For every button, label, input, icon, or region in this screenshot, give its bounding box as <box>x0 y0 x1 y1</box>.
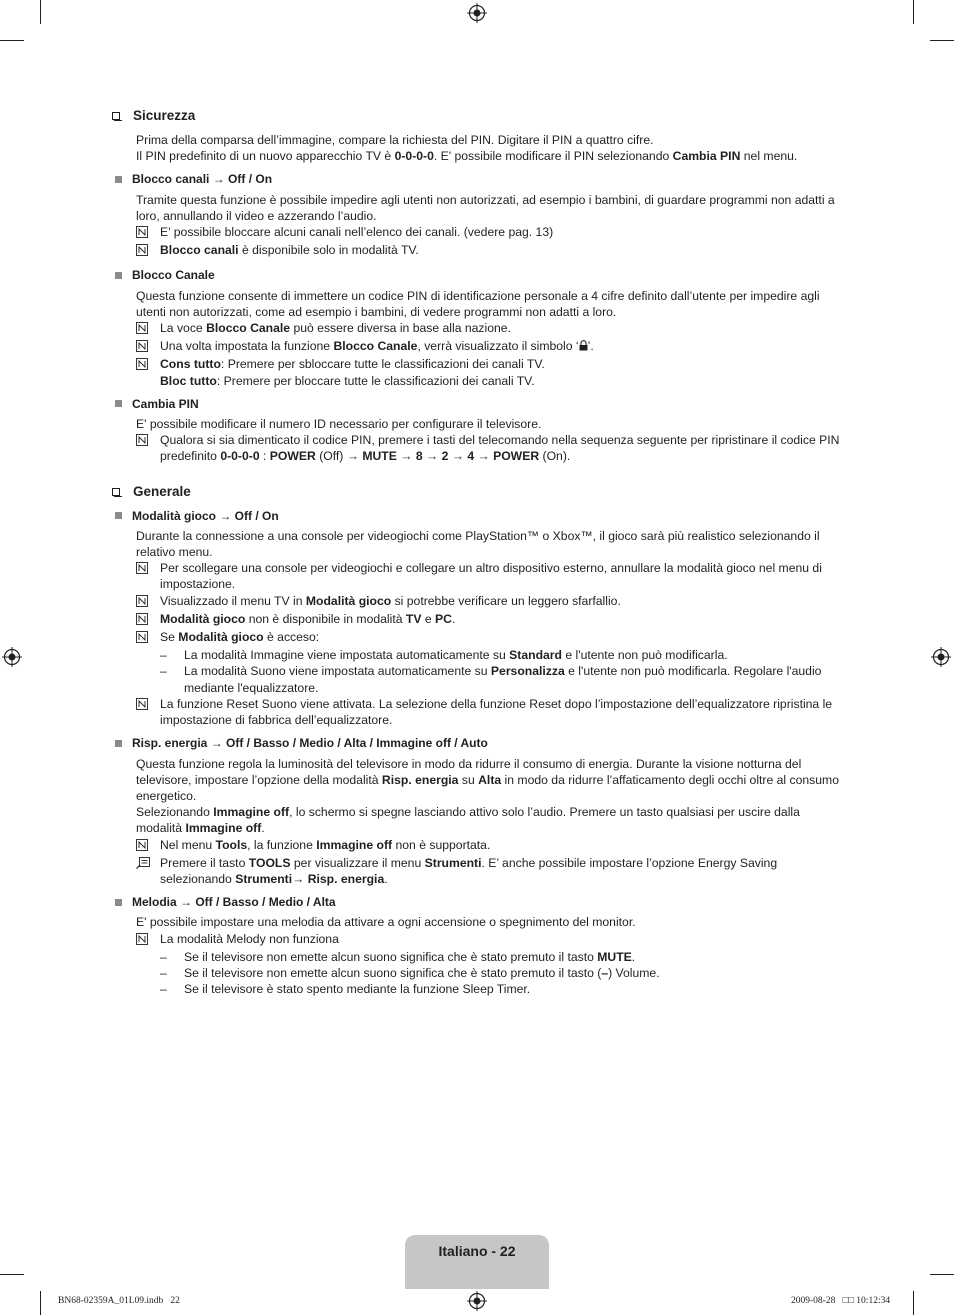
checkbox-icon <box>112 112 120 120</box>
note-item <box>136 593 847 611</box>
note-icon <box>136 434 148 446</box>
text: → <box>422 449 442 464</box>
bullet-square-icon <box>115 272 122 279</box>
text: Blocco Canale <box>333 339 418 354</box>
subheading-text: Blocco Canale <box>132 268 215 283</box>
paragraph <box>136 804 847 836</box>
text: 8 <box>415 449 423 464</box>
dash-item <box>160 981 847 997</box>
text: ) Volume. <box>608 965 660 980</box>
lock-icon <box>579 340 588 351</box>
text: POWER <box>269 449 316 464</box>
crop-mark <box>40 0 41 24</box>
note-icon <box>136 340 148 352</box>
registration-mark-icon <box>2 647 22 667</box>
print-slug-right: 2009-08-28 □□ 10:12:34 <box>791 1296 891 1306</box>
text: Se <box>160 630 179 645</box>
text: . <box>384 871 388 886</box>
text: , lo schermo si spegne lasciando attivo solo l’audio. Premere un tasto qualsiasi per uscire dalla modalità <box>136 805 800 836</box>
text: 2 <box>441 449 449 464</box>
subheading-modalita-gioco <box>112 508 847 524</box>
subheading-blocco-canale <box>112 267 847 283</box>
bullet-square-icon <box>115 400 122 407</box>
text: : Premere per sbloccare tutte le classificazioni dei canali TV. <box>220 357 545 372</box>
text: Qualora si sia dimenticato il codice PIN, premere i tasti del telecomando nella sequenza seguente per ripristinare il codice PIN predefinito <box>160 433 840 464</box>
crop-mark <box>930 40 954 41</box>
text: Alta <box>478 772 502 787</box>
paragraph <box>136 528 847 560</box>
note-item <box>136 560 847 592</box>
text: PC <box>435 611 452 626</box>
crop-mark <box>0 40 24 41</box>
text: Modalità gioco <box>305 593 392 608</box>
crop-mark <box>40 1291 41 1315</box>
text: Blocco canali <box>160 243 239 258</box>
text: → <box>292 871 308 886</box>
text: Prima della comparsa dell’immagine, compare la richiesta del PIN. Digitare il PIN a quattro cifre. <box>136 133 654 147</box>
dash-bullet: – <box>160 965 167 980</box>
note-text: La modalità Melody non funziona <box>160 931 339 946</box>
note-item <box>136 931 847 949</box>
text: . E’ anche possibile impostare l’opzione Energy Saving selezionando <box>160 855 778 886</box>
text: e <box>421 611 436 626</box>
text: La voce <box>160 321 207 336</box>
dash-item <box>160 647 847 663</box>
text: Standard <box>509 648 562 663</box>
text: è disponibile solo in modalità TV. <box>238 243 419 258</box>
tools-icon <box>136 857 150 869</box>
text: Immagine off <box>213 805 290 820</box>
section-heading-sicurezza <box>112 107 847 125</box>
text: → <box>474 449 494 464</box>
note-item <box>136 320 847 338</box>
note-item <box>136 224 847 242</box>
registration-mark-icon <box>931 647 951 667</box>
section-heading-generale <box>112 483 847 501</box>
subheading-text: Cambia PIN <box>132 396 199 411</box>
text: (On). <box>539 449 571 464</box>
text: Una volta impostata la funzione <box>160 339 334 354</box>
dash-item <box>160 965 847 981</box>
text: Premere il tasto <box>160 855 249 870</box>
crop-mark <box>913 1291 914 1315</box>
registration-mark-icon <box>467 3 487 23</box>
note-item <box>136 356 847 388</box>
bullet-square-icon <box>115 512 122 519</box>
paragraph <box>136 288 847 320</box>
note-icon <box>136 933 148 945</box>
text: 0-0-0-0 <box>394 149 434 164</box>
text: Blocco Canale <box>206 321 291 336</box>
text: . <box>631 949 636 964</box>
text: MUTE <box>597 949 632 964</box>
crop-mark <box>913 0 914 24</box>
text: La modalità Immagine viene impostata automaticamente su <box>184 648 510 663</box>
text: Bloc tutto <box>160 373 217 388</box>
text: Risp. energia <box>381 772 459 787</box>
bullet-square-icon <box>115 176 122 183</box>
note-icon <box>136 595 148 607</box>
text: Il PIN predefinito di un nuovo apparecchio TV è <box>136 149 395 164</box>
print-slug-left: BN68-02359A_01L09.indb 22 <box>58 1296 180 1306</box>
subheading-blocco-canali <box>112 171 847 187</box>
crop-mark <box>0 1274 24 1275</box>
dash-item <box>160 949 847 965</box>
text: La modalità Suono viene impostata automaticamente su <box>184 664 491 679</box>
note-icon <box>136 322 148 334</box>
text: → <box>448 449 468 464</box>
text: 0-0-0-0 <box>220 449 260 464</box>
paragraph <box>136 148 847 164</box>
note-item <box>136 629 847 647</box>
section-title: Generale <box>133 483 191 499</box>
text: Strumenti <box>424 855 482 870</box>
note-item <box>136 611 847 629</box>
bullet-square-icon <box>115 740 122 747</box>
text: Immagine off <box>185 821 262 836</box>
note-icon <box>136 244 148 256</box>
note-text: Per scollegare una console per videogiochi e collegare un altro dispositivo esterno, annullare la modalità gioco nel menu di impostazione. <box>160 561 822 592</box>
text: ’. <box>587 339 594 354</box>
page-label: Italiano - 22 <box>438 1243 516 1259</box>
text: Se il televisore non emette alcun suono significa che è stato premuto il tasto ( <box>184 965 602 980</box>
paragraph <box>136 756 847 805</box>
note-icon <box>136 631 148 643</box>
text: Se il televisore non emette alcun suono significa che è stato premuto il tasto <box>184 949 598 964</box>
text: non è supportata. <box>392 837 491 852</box>
section-title: Sicurezza <box>133 107 196 123</box>
subheading-text: Risp. energia → Off / Basso / Medio / Alta / Immagine off / Auto <box>132 736 488 751</box>
note-item <box>136 338 847 356</box>
text: è acceso: <box>263 630 320 645</box>
text: . <box>451 611 456 626</box>
text: Cambia PIN <box>672 149 741 164</box>
checkbox-icon <box>112 488 120 496</box>
crop-mark <box>930 1274 954 1275</box>
subheading-text: Modalità gioco → Off / On <box>132 508 279 523</box>
text: nel menu. <box>740 149 798 164</box>
dash-bullet: – <box>160 982 167 997</box>
note-item <box>136 837 847 855</box>
text: . <box>261 821 265 836</box>
text: Risp. energia <box>307 871 385 886</box>
dash-item <box>160 663 847 695</box>
paragraph <box>136 416 847 432</box>
text: per visualizzare il menu <box>290 855 425 870</box>
text: Immagine off <box>316 837 393 852</box>
text: Modalità gioco <box>160 611 246 626</box>
paragraph <box>136 914 847 930</box>
subheading-text: Blocco canali → Off / On <box>132 172 273 187</box>
note-item <box>136 242 847 260</box>
text: Strumenti <box>235 871 293 886</box>
note-item <box>136 696 847 728</box>
text: E' possibile impostare una melodia da attivare a ogni accensione o spegnimento del monitor. <box>136 915 636 930</box>
text: Modalità gioco <box>178 630 264 645</box>
note-icon <box>136 226 148 238</box>
manual-content <box>112 107 847 997</box>
text: Selezionando <box>136 805 214 820</box>
note-icon <box>136 613 148 625</box>
note-text: La funzione Reset Suono viene attivata. La selezione della funzione Reset dopo l’impostazione dell’equalizzatore ripristina le impostazione di fabbrica dell’equalizzatore. <box>160 696 833 728</box>
text: POWER <box>493 449 540 464</box>
text: Tools <box>215 837 248 852</box>
subheading-melodia <box>112 894 847 910</box>
paragraph <box>136 192 847 224</box>
subheading-text: Melodia → Off / Basso / Medio / Alta <box>132 895 336 910</box>
text: può essere diversa in base alla nazione. <box>290 321 511 336</box>
dash-bullet: – <box>160 949 167 964</box>
note-icon <box>136 562 148 574</box>
registration-mark-icon <box>467 1291 487 1311</box>
note-icon <box>136 839 148 851</box>
dash-bullet: – <box>160 648 167 663</box>
text: non è disponibile in modalità <box>245 611 406 626</box>
text: – <box>601 965 609 980</box>
page-number-tab <box>405 1235 549 1289</box>
text: Cons tutto <box>160 357 221 372</box>
text: si potrebbe verificare un leggero sfarfallio. <box>391 593 621 608</box>
text: Personalizza <box>490 664 565 679</box>
text: , verrà visualizzato il simbolo ‘ <box>417 339 579 354</box>
text: Questa funzione consente di immettere un codice PIN di identificazione personale a 4 cifre definito dall’utente per impedire agli utenti non autorizzati, come ad esempio i bambini, di vedere programmi non adatti a loro. <box>136 288 820 319</box>
text: , la funzione <box>247 837 317 852</box>
tool-note-item <box>136 855 847 887</box>
note-item <box>136 432 847 464</box>
paragraph <box>136 132 847 148</box>
text: TV <box>405 611 422 626</box>
subheading-risp-energia <box>112 735 847 751</box>
text: TOOLS <box>248 855 291 870</box>
text: E' possibile modificare il numero ID necessario per configurare il televisore. <box>136 417 542 432</box>
text: Durante la connessione a una console per videogiochi come PlayStation™ o Xbox™, il gioco sarà più realistico selezionando il relativo menu. <box>136 528 820 560</box>
text: e l'utente non può modificarla. <box>562 648 728 663</box>
text: su <box>458 772 479 787</box>
text: Visualizzado il menu TV in <box>160 593 306 608</box>
text: : Premere per bloccare tutte le classificazioni dei canali TV. <box>216 373 535 388</box>
text: Se il televisore è stato spento mediante la funzione Sleep Timer. <box>184 982 531 997</box>
text: . E' possibile modificare il PIN selezionando <box>433 149 673 164</box>
note-text: E’ possibile bloccare alcuni canali nell’elenco dei canali. (vedere pag. 13) <box>160 225 554 240</box>
text: e l'utente non può modificarla. Regolare l'audio mediante l'equalizzatore. <box>184 664 822 695</box>
text: (Off) → <box>315 449 363 464</box>
note-icon <box>136 698 148 710</box>
text: : <box>259 449 270 464</box>
note-icon <box>136 358 148 370</box>
text: Tramite questa funzione è possibile impedire agli utenti non autorizzati, ad esempio i bambini, di guardare programmi non adatti a loro, annullando il video e azzerando l’audio. <box>136 192 835 223</box>
text: Questa funzione regola la luminosità del televisore in modo da ridurre il consumo di energia. Durante la visione notturna del televisore, impostare l’opzione della modalità <box>136 756 802 787</box>
subheading-cambia-pin <box>112 396 847 412</box>
text: MUTE <box>362 449 397 464</box>
text: Nel menu <box>160 837 216 852</box>
text: in modo da ridurre l’affaticamento degli occhi oltre al consumo energetico. <box>136 772 839 803</box>
text: → <box>396 449 416 464</box>
dash-bullet: – <box>160 664 167 679</box>
text: 4 <box>467 449 475 464</box>
bullet-square-icon <box>115 899 122 906</box>
